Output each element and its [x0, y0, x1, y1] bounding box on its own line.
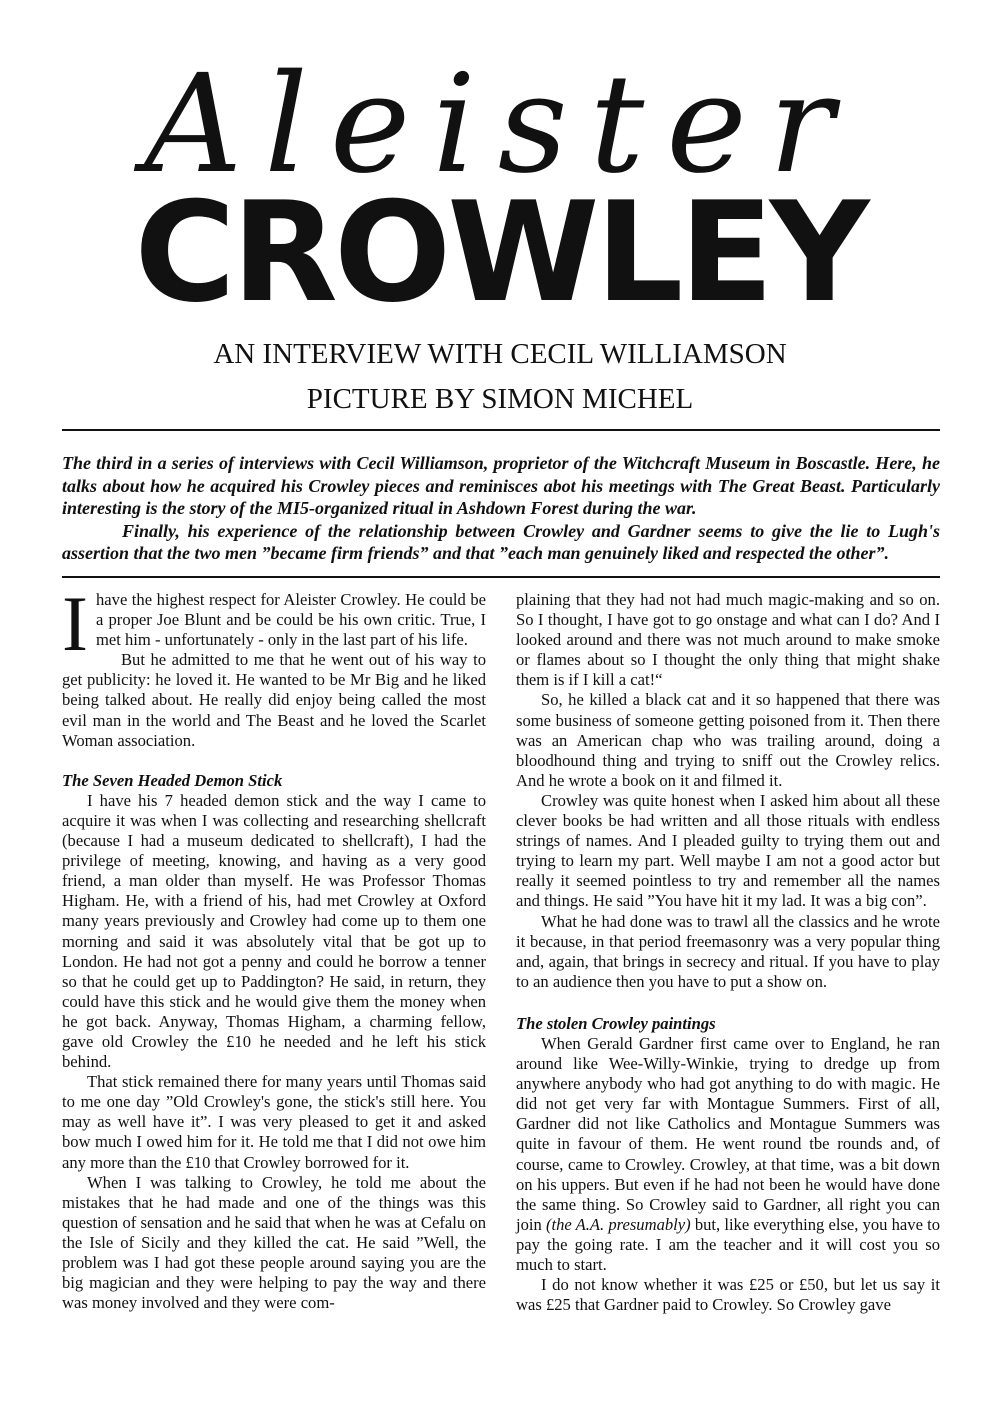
- article-paragraph: [516, 1034, 940, 1275]
- intro-standfirst: [62, 452, 940, 565]
- subtitle-interview: AN INTERVIEW WITH CECIL WILLIAMSON: [213, 338, 787, 370]
- article-paragraph: Crowley was quite honest when I asked him about all these clever books be had written and all those rituals with endless strings of names. And I pleaded guilty to trying them out and trying to learn my part. Well maybe I am not a good actor but really it seemed pointless to try and remember all the names and things. He said ”You have hit it my lad. It was a big con”.: [516, 790, 940, 911]
- subtitle-picture-credit: PICTURE BY SIMON MICHEL: [306, 383, 694, 415]
- article-paragraph: I have his 7 headed demon stick and the way I came to acquire it was when I was collecting and researching shellcraft (because I had a museum dedicated to shellcraft), I had the privilege of meeting, knowing, and having as a very good friend, a man older than myself. He was Professor Thomas Higham. He, with a friend of his, had met Crowley at Oxford many years previously and Crowley had come up to them one morning and said it was absolutely vital that be got up to London. He had not got a penny and could he borrow a tenner so that he could get up to Paddington? He said, in return, they could have this stick and he would give them the money when he got back. Anyway, Thomas Higham, a charming fellow, gave old Crowley the £10 he needed and he left his stick behind.: [62, 790, 486, 1072]
- paragraph-aside: (the A.A. presumably): [545, 1214, 691, 1234]
- intro-paragraph-2: Finally, his experience of the relationship between Crowley and Gardner seems to give the lie to Lugh's assertion that the two men ”became firm friends” and that ”each man genuinely liked and respected the other”.: [62, 520, 940, 563]
- article-paragraph: What he had done was to trawl all the classics and he wrote it because, in that period freemasonry was a very popular thing and, again, that brings in secrecy and ritual. If you have to play to an audience then you have to put a show on.: [516, 911, 940, 991]
- article-column-left: [62, 580, 486, 1313]
- title-aleister: Aleister: [144, 46, 856, 204]
- article-paragraph: [62, 580, 486, 667]
- article-paragraph: So, he killed a black cat and it so happened that there was some business of someone getting poisoned from it. Then there was an American chap who was trailing around, doing a bloodhound thing and trying to sniff out the Crowley relics. And he wrote a book on it and filmed it.: [516, 690, 940, 790]
- section-heading: The stolen Crowley paintings: [516, 1013, 716, 1033]
- paragraph-text: When Gerald Gardner first came over to England, he ran around like Wee-Willy-Winkie, trying to dredge up from anywhere anybody who had got anything to do with magic. He did not get very far with Montague Summers. First of all, Gardner did not like Catholics and Montague Summers was quite in favour of them. He went round tbe rounds and, of course, came to Crowley. Crowley, at that time, was a bit down on his uppers. But even if he had not been he would have done the same thing. So Crowley said to Gardner, all right you can join: [516, 1033, 940, 1234]
- article-paragraph: I do not know whether it was £25 or £50, but let us say it was £25 that Gardner paid to Crowley. So Crowley gave: [516, 1275, 940, 1315]
- article-column-right: [516, 590, 940, 1315]
- article-paragraph: plaining that they had not had much magic-making and so on. So I thought, I have got to go onstage and what can I do? And I looked around and there was not much around to make smoke or flames about so I thought the only thing that might shake them is if I kill a cat!“: [516, 590, 940, 690]
- drop-cap: I: [62, 580, 88, 667]
- bottom-divider: [62, 576, 940, 578]
- paragraph-text: have the highest respect for Aleister Crowley. He could be a proper Joe Blunt and be could be his own critic. True, I met him - unfortunately - only in the last part of his life.: [95, 590, 486, 650]
- article-paragraph: That stick remained there for many years until Thomas said to me one day ”Old Crowley's gone, the stick's still here. You may as well have it”. I was very pleased to get it and asked bow much I owed him for it. He told me that I did not owe him any more than the £10 that Crowley borrowed for it.: [62, 1072, 486, 1172]
- article-paragraph: But he admitted to me that he went out of his way to get publicity: he loved it. He wanted to be Mr Big and he liked being talked about. He really did enjoy being called the most evil man in the world and The Beast and he loved the Scarlet Woman association.: [62, 650, 486, 750]
- article-paragraph: When I was talking to Crowley, he told me about the mistakes that he had made and one of the things was this question of sensation and he said that when he was at Cefalu on the Isle of Sicily and they killed the cat. He said ”Well, the problem was I had got these people around saying you are the big magician and they were helping to pay the way and there was money involved and they were com-: [62, 1172, 486, 1313]
- intro-paragraph-1: The third in a series of interviews with Cecil Williamson, proprietor of the Witchcraft Museum in Boscastle. Here, he talks about how he acquired his Crowley pieces and reminisces abot his meetings with The Great Beast. Particularly interesting is the story of the MI5-organized ritual in Ashdown Forest during the war.: [62, 453, 940, 518]
- section-heading: The Seven Headed Demon Stick: [62, 770, 283, 790]
- paragraph-text: but, like everything else, you have to pay the going rate. I am the teacher and it will cost you so much to start.: [516, 1214, 941, 1274]
- top-divider: [62, 429, 940, 431]
- title-crowley: CROWLEY: [134, 172, 866, 333]
